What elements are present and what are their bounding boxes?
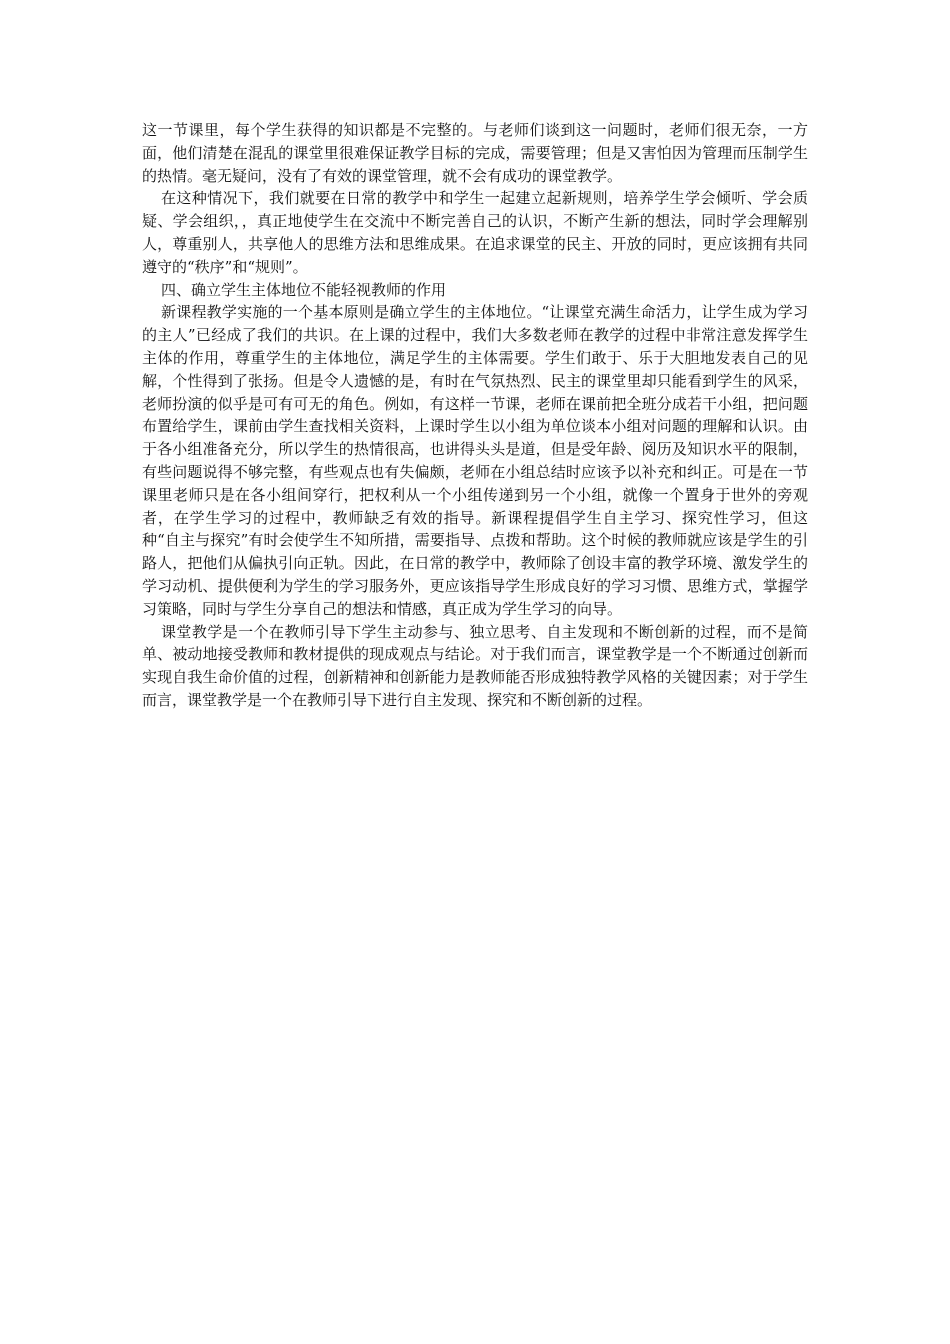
paragraph-new-rules: 在这种情况下，我们就要在日常的教学中和学生一起建立起新规则，培养学生学会倾听、学会质疑、学会组织，，真正地使学生在交流中不断完善自己的认识，不断产生新的想法，同时学会理解别人，尊重别人，共享他人的思维方法和思维成果。在追求课堂的民主、开放的同时，更应该拥有共同遵守的“秩序”和“规则”。 <box>142 189 808 276</box>
paragraph-classroom-management-conclusion: 这一节课里，每个学生获得的知识都是不完整的。与老师们谈到这一问题时，老师们很无奈，一方面，他们清楚在混乱的课堂里很难保证教学目标的完成，需要管理；但是又害怕因为管理而压制学生的热情。毫无疑问，没有了有效的课堂管理，就不会有成功的课堂教学。 <box>142 121 808 185</box>
section-heading-four: 四、确立学生主体地位不能轻视教师的作用 <box>161 280 447 299</box>
paragraph-student-subject-status: 新课程教学实施的一个基本原则是确立学生的主体地位。“让课堂充满生命活力，让学生成为学习的主人”已经成了我们的共识。在上课的过程中，我们大多数老师在教学的过程中非常注意发挥学生主体的作用，尊重学生的主体地位，满足学生的主体需要。学生们敢于、乐于大胆地发表自己的见解，个性得到了张扬。但是令人遗憾的是，有时在气氛热烈、民主的课堂里却只能看到学生的风采，老师扮演的似乎是可有可无的角色。例如，有这样一节课，老师在课前把全班分成若干小组，把问题布置给学生，课前由学生查找相关资料，上课时学生以小组为单位谈本小组对问题的理解和认识。由于各小组准备充分，所以学生的热情很高，也讲得头头是道，但是受年龄、阅历及知识水平的限制，有些问题说得不够完整，有些观点也有失偏颇，老师在小组总结时应该予以补充和纠正。可是在一节课里老师只是在各小组间穿行，把权利从一个小组传递到另一个小组，就像一个置身于世外的旁观者，在学生学习的过程中，教师缺乏有效的指导。新课程提倡学生自主学习、探究性学习，但这种“自主与探究”有时会使学生不知所措，需要指导、点拨和帮助。这个时候的教师就应该是学生的引路人，把他们从偏执引向正轨。因此，在日常的教学中，教师除了创设丰富的教学环境、激发学生的学习动机、提供便利为学生的学习服务外，更应该指导学生形成良好的学习习惯、思维方式，掌握学习策略，同时与学生分享自己的想法和情感，真正成为学生学习的向导。 <box>142 303 808 618</box>
document-body <box>142 119 808 712</box>
paragraph-classroom-teaching-process: 课堂教学是一个在教师引导下学生主动参与、独立思考、自主发现和不断创新的过程，而不是简单、被动地接受教师和教材提供的现成观点与结论。对于我们而言，课堂教学是一个不断通过创新而实现自我生命价值的过程，创新精神和创新能力是教师能否形成独特教学风格的关键因素；对于学生而言，课堂教学是一个在教师引导下进行自主发现、探究和不断创新的过程。 <box>142 622 808 709</box>
